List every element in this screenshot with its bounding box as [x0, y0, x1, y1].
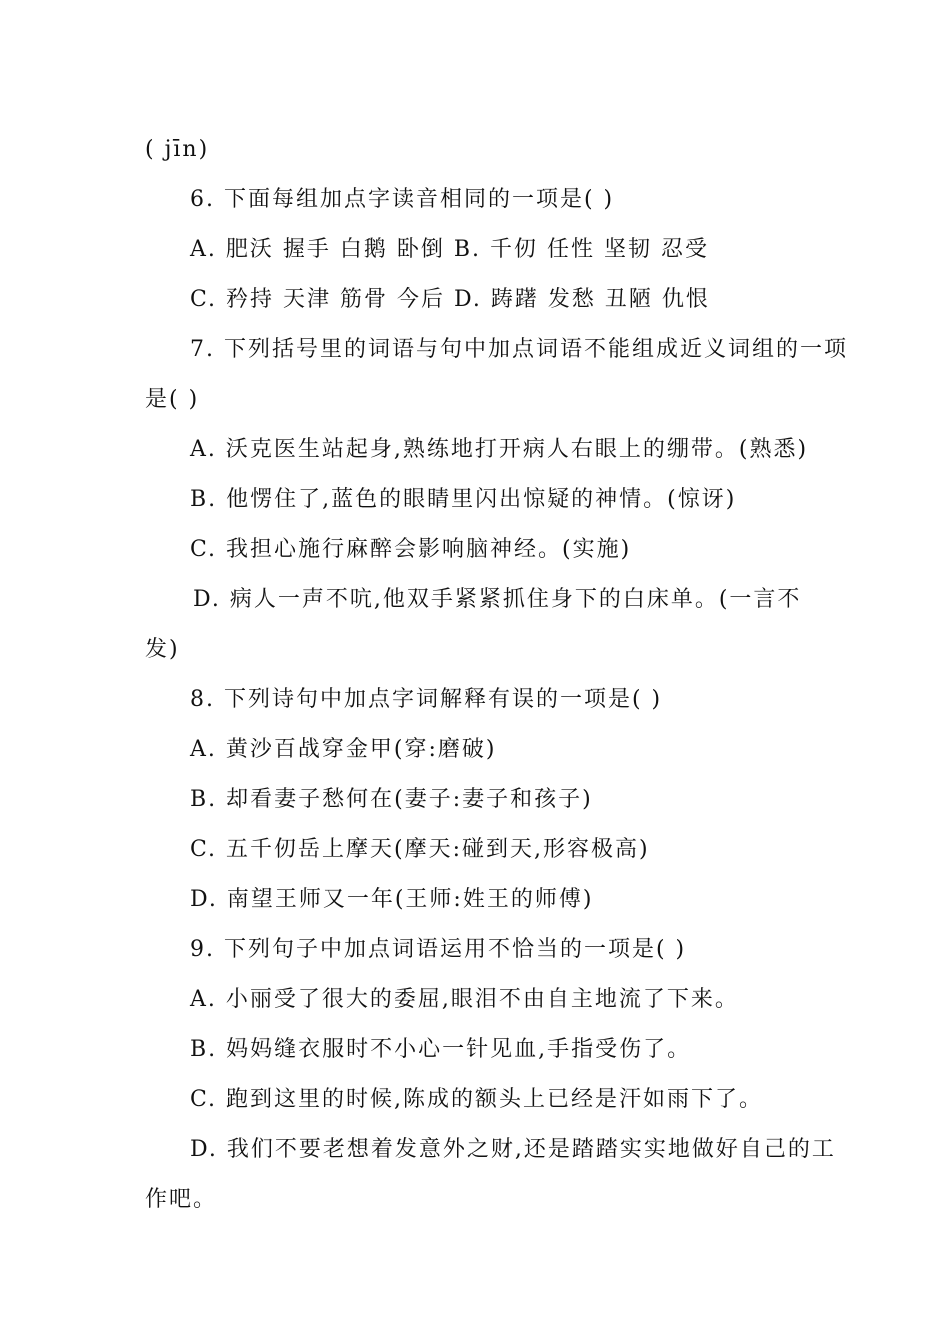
- question-8-option-c: C. 五千仞岳上摩天(摩天:碰到天,形容极高): [190, 837, 650, 862]
- question-9-option-c: C. 跑到这里的时候,陈成的额头上已经是汗如雨下了。: [190, 1087, 764, 1112]
- question-6-options-cd: C. 矜持 天津 筋骨 今后 D. 踌躇 发愁 丑陋 仇恨: [190, 287, 710, 312]
- question-9-option-d: D. 我们不要老想着发意外之财,还是踏踏实实地做好自己的工: [190, 1137, 836, 1162]
- question-6-stem: 6. 下面每组加点字读音相同的一项是( ): [190, 187, 615, 212]
- question-9-stem: 9. 下列句子中加点词语运用不恰当的一项是( ): [190, 937, 687, 962]
- question-9-option-b: B. 妈妈缝衣服时不小心一针见血,手指受伤了。: [190, 1037, 692, 1062]
- question-9-option-d-continued: 作吧。: [145, 1187, 218, 1212]
- question-7-option-d: D. 病人一声不吭,他双手紧紧抓住身下的白床单。(一言不: [193, 587, 802, 612]
- question-8-option-d: D. 南望王师又一年(王师:姓王的师傅): [190, 887, 594, 912]
- question-7-option-a: A. 沃克医生站起身,熟练地打开病人右眼上的绷带。(熟悉): [190, 437, 809, 462]
- question-7-option-c: C. 我担心施行麻醉会影响脑神经。(实施): [190, 537, 632, 562]
- question-8-option-b: B. 却看妻子愁何在(妻子:妻子和孩子): [190, 787, 593, 812]
- question-7-option-b: B. 他愣住了,蓝色的眼睛里闪出惊疑的神情。(惊讶): [190, 487, 737, 512]
- question-6-options-ab: A. 肥沃 握手 白鹅 卧倒 B. 千仞 任性 坚韧 忍受: [190, 237, 709, 262]
- question-9-option-a: A. 小丽受了很大的委屈,眼泪不由自主地流了下来。: [190, 987, 739, 1012]
- question-7-option-d-continued: 发): [145, 637, 180, 662]
- pinyin-fragment: ( jīn): [145, 137, 210, 162]
- question-7-stem: 7. 下列括号里的词语与句中加点词语不能组成近义词组的一项: [190, 337, 848, 362]
- question-8-option-a: A. 黄沙百战穿金甲(穿:磨破): [190, 737, 497, 762]
- question-7-stem-continued: 是( ): [145, 387, 200, 412]
- question-8-stem: 8. 下列诗句中加点字词解释有误的一项是( ): [190, 687, 663, 712]
